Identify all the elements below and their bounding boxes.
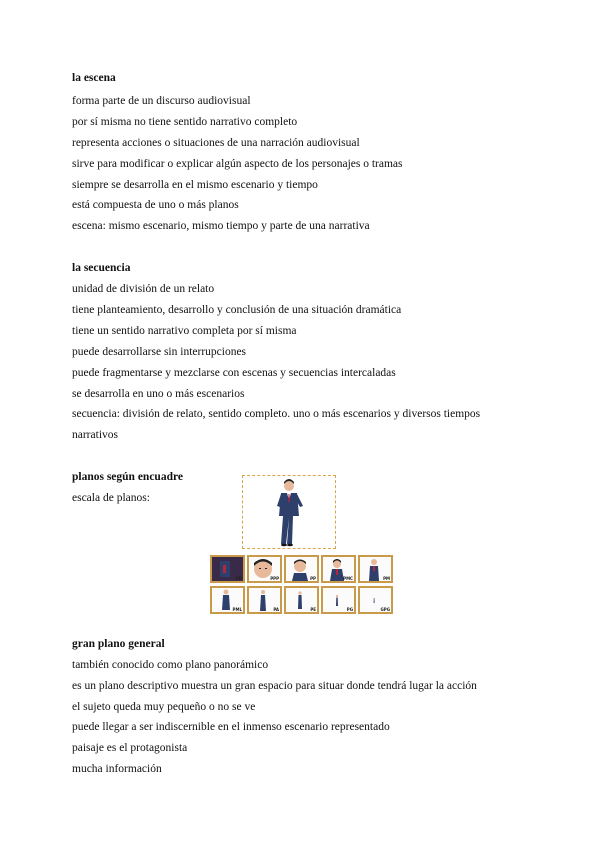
secuencia-line-2: tiene planteamiento, desarrollo y conclusión de una situación dramática	[72, 304, 402, 316]
heading-secuencia: la secuencia	[72, 262, 131, 274]
heading-escena: la escena	[72, 72, 116, 84]
heading-gpg: gran plano general	[72, 638, 165, 650]
thumb-label-pg: PG	[346, 607, 353, 612]
gpg-line-2: es un plano descriptivo muestra un gran espacio para situar donde tendrá lugar la acción	[72, 680, 477, 692]
gpg-line-4: puede llegar a ser indiscernible en el inmenso escenario representado	[72, 721, 390, 733]
full-figure-frame	[242, 475, 336, 549]
thumb-label-pmc: PMC	[343, 576, 353, 581]
thumb-label-pm: PM	[383, 576, 390, 581]
thumb-pmc	[321, 555, 356, 583]
gpg-line-5: paisaje es el protagonista	[72, 742, 188, 754]
secuencia-line-3: tiene un sentido narrativo completa por sí misma	[72, 325, 297, 337]
thumb-gpg	[358, 586, 393, 614]
secuencia-line-1: unidad de división de un relato	[72, 283, 215, 295]
thumb-label-pp: PP	[310, 576, 316, 581]
thumb-label-gpg: GPG	[380, 607, 390, 612]
thumb-pg	[321, 586, 356, 614]
secuencia-line-7: secuencia: división de relato, sentido completo. uno o más escenarios y diversos tiempos	[72, 408, 481, 420]
secuencia-line-8: narrativos	[72, 429, 118, 441]
secuencia-line-5: puede fragmentarse y mezclarse con escenas y secuencias intercaladas	[72, 367, 396, 379]
thumb-pe	[284, 586, 319, 614]
thumb-pm	[358, 555, 393, 583]
thumb-pd	[210, 555, 245, 583]
escena-line-2: por sí misma no tiene sentido narrativo completo	[72, 116, 298, 128]
thumb-ppp	[247, 555, 282, 583]
escena-line-6: está compuesta de uno o más planos	[72, 199, 239, 211]
shot-scale-figure	[208, 473, 394, 613]
thumb-label-pa: PA	[273, 607, 279, 612]
escena-line-5: siempre se desarrolla en el mismo escenario y tiempo	[72, 179, 318, 191]
heading-encuadre: planos según encuadre	[72, 471, 183, 483]
gpg-line-1: también conocido como plano panorámico	[72, 659, 269, 671]
gpg-line-3: el sujeto queda muy pequeño o no se ve	[72, 701, 256, 713]
thumb-pp	[284, 555, 319, 583]
thumb-pml	[210, 586, 245, 614]
escena-line-1: forma parte de un discurso audiovisual	[72, 95, 251, 107]
gpg-line-6: mucha información	[72, 763, 162, 775]
man-in-suit-illustration	[243, 476, 335, 548]
thumb-label-pe: PE	[310, 607, 316, 612]
thumb-label-ppp: PPP	[270, 576, 279, 581]
secuencia-line-6: se desarrolla en uno o más escenarios	[72, 388, 245, 400]
thumb-pa	[247, 586, 282, 614]
thumb-label-pd: PD	[235, 576, 242, 581]
escena-line-4: sirve para modificar o explicar algún aspecto de los personajes o tramas	[72, 158, 403, 170]
escena-line-3: representa acciones o situaciones de una narración audiovisual	[72, 137, 360, 149]
secuencia-line-4: puede desarrollarse sin interrupciones	[72, 346, 247, 358]
encuadre-line-1: escala de planos:	[72, 492, 150, 504]
thumb-label-pml: PML	[232, 607, 242, 612]
escena-line-7: escena: mismo escenario, mismo tiempo y parte de una narrativa	[72, 220, 370, 232]
